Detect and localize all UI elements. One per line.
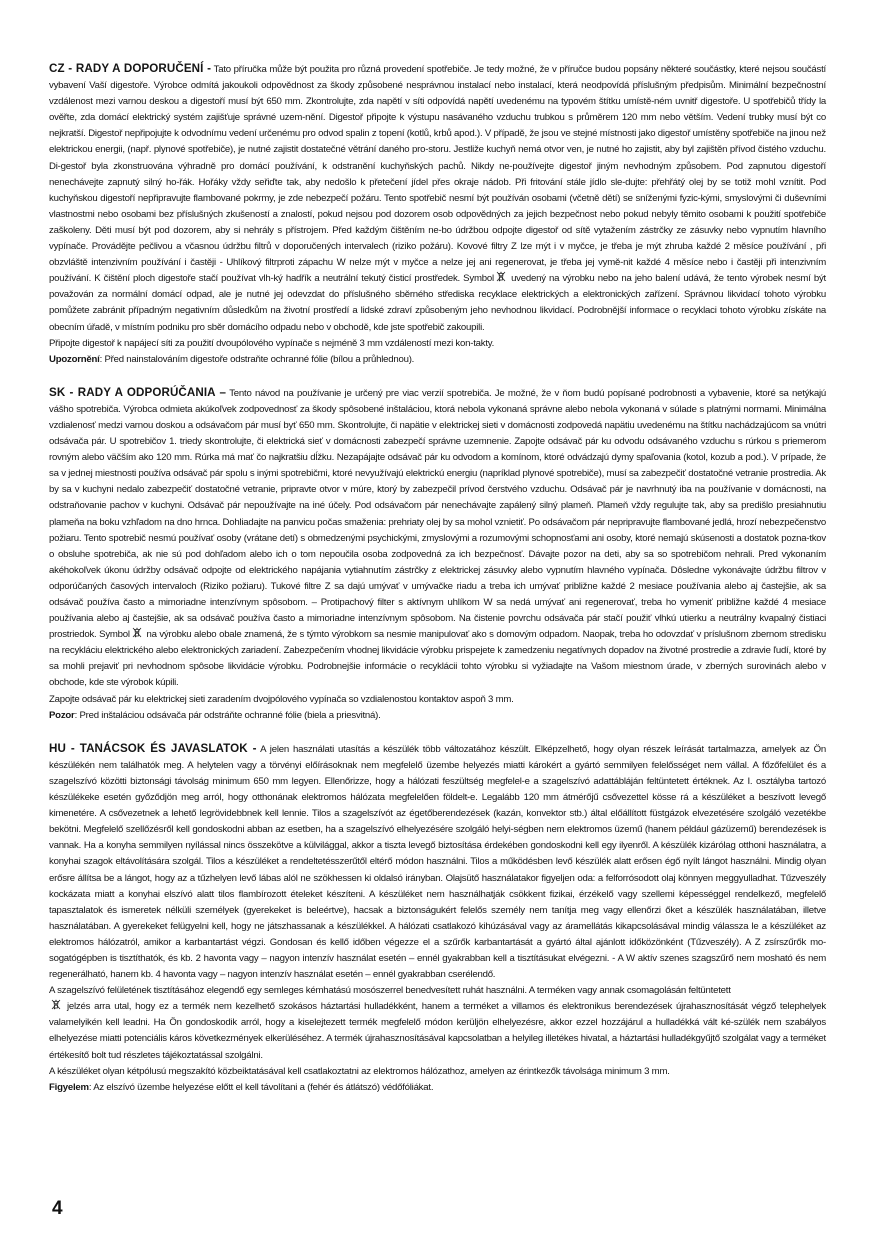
page-number: 4 — [52, 1198, 63, 1219]
hu-main-text-3: jelzés arra utal, hogy ez a termék nem kezelhető szokásos háztartási hulladékként, hanem a terméket a villamos és elektronikus berendezések újrahasznosítását végző telephelyek valamelyikén kell leadni. Ha Ön gondoskodik arról, hogy a kiselejtezett termék megfelelő módon kerüljön elhelyezésre, akkor ezzel hozzájárul a hulladékká vált ké-szülék nem szabályos elhelyezése miatti potenciális káros következmények elkerüléséhez. A termék újrahasznosításával kapcsolatban a helyileg illetékes hivatal, a háztartási hulladékgyűjtő szolgálat vagy a terméket értékesítő bolt tud részletes tájékoztatással szolgálni. — [49, 1001, 826, 1061]
cz-warning-paragraph — [49, 352, 826, 368]
sk-main-text-1: Tento návod na používanie je určený pre viac verzií spotrebiča. Je možné, že v ňom budú popísané podrobnosti a vybavenie, ktoré sa netýkajú vášho spotrebiča. Výrobca odmieta akúkoľvek zodpovednosť za škody spôsobené inštaláciou, ktorá nebola vykonaná správne alebo nebola vykonaná v súlade s platnými normami. Minimálna vzdialenosť medzi varnou doskou a odsávačom pár musí byť 650 mm. Skontrolujte, či napätie v elektrickej sieti v domácnosti zodpovedá napätiu uvedenému na štítku nachádzajúcom sa vnútri odsávača pár. U spotrebičov 1. triedy skontrolujte, či elektrická sieť v domácnosti zabezpečí správne uzemnenie. Zapojte odsávač pár ku odvodu odsávaného vzduchu s rúrkou s priemerom rovným alebo väčším ako 120 mm. Rúrka má mať čo najkratšiu dĺžku. Nezapájajte odsávač pár ku odvodom a komínom, ktoré odvádzajú dymy spaľovania (kotol, kozub a pod.). V prípade, že sa v jednej miestnosti používa odsávač pár spolu s inými spotrebičmi, ktoré nevyužívajú elektrickú energiu (napríklad plynové spotrebiče), musí sa zabezpečiť dostatočné vetranie prostredia. Ak by sa v kuchyni nedalo zabezpečiť dostatočné vetranie, pripravte otvor v múre, ktorý by zabezpečil prívod čerstvého vzduchu. Odsávač pár je navrhnutý iba na používanie v domácnosti, na odstraňovanie pachov v kuchyni. Odsávač pár nepoužívajte na iné účely. Pod odsávačom pár nenechávajte zapálený silný plameň. Plameň vždy regulujte tak, aby sa predišlo presiahnutiu plameňa na boku vzhľadom na dno hrnca. Dohliadajte na panvicu počas smaženia: prehriaty olej by sa mohol vznietiť. Po odsávačom pár nepripravujte flambované jedlá, hrozí nebezpečenstvo požiaru. Tento spotrebič nesmú používať osoby (vrátane detí) s obmedzenými psychickými, zmyslovými a rozumovými schopnosťami ani osoby, ktoré nemajú skúsenosti a dostatok pozna-tkov o obsluhe spotrebiča, ak nie sú pod dohľadom alebo ich o tom nepoučila osoba zodpovedná za ich bezpečnosť. Dávajte pozor na deti, aby sa so spotrebičom nehrali. Pred vykonaním akéhokoľvek úkonu údržby odsávač odpojte od elektrického napájania vytiahnutím zástrčky z elektrickej zásuvky alebo vypnutím hlavného vypínača. Dôsledne vykonávajte údržbu filtrov v odporúčaných časových intervaloch (Riziko požiaru). Tukové filtre Z sa dajú umývať v umývačke riadu a treba ich umývať približne každé 2 mesiace používania alebo aj častejšie, ak sa odsávač používa často a mimoriadne intenzívnym spôsobom. – Protipachový filter s aktívnym uhlíkom W sa nedá umývať ani regenerovať, treba ho vymeniť približne každé 4 mesiace používania alebo aj častejšie, ak sa odsávač používa často a mimoriadne intenzívnym spôsobom. Na čistenie povrchu odsávača pár stačí použiť vlhkú utierku a neutrálny kvapalný čistiaci prostriedok. Symbol — [49, 387, 827, 641]
hu-main-text-2: A szagelszívó felületének tisztításához elegendő egy semleges kémhatású mosószerrel benedvesített ruhát használni. A terméken vagy annak csomagolásán feltüntetett — [49, 985, 731, 997]
cz-main-text-2: uvedený na výrobku nebo na jeho balení udává, že tento výrobek nesmí být považován za normální domácí odpad, ale je nutné jej odevzdat do příslušného sběrného střediska recyklace elektrických a elektronických zařízení. Správnou likvidací tohoto výrobku pomůžete zabránit případným negativním důsledkům na životní prostředí a lidské zdraví způsobeným jeho nevhodnou likvidací. Podrobnější informace o recyklaci tohoto výrobku získáte na obecním úřadě, v místním podniku pro sběr domácího odpadu nebo v obchodě, kde jste spotřebič zakoupili. — [49, 273, 826, 333]
hu-connect-paragraph: A készüléket olyan kétpólusú megszakító közbeiktatásával kell csatlakoztatni az elektromos hálózathoz, amelyen az érintkezők távolsága minimum 3 mm. — [49, 1065, 670, 1077]
sk-main-paragraph — [49, 385, 826, 692]
sk-main-text-2: na výrobku alebo obale znamená, že s týmto výrobkom sa nesmie manipulovať ako s domovým odpadom. Naopak, treba ho odovzdať v príslušnom zbernom stredisku na recykláciu elektrického alebo elektronických zariadení. Zabezpečením vhodnej likvidácie výrobku prispejete k zamedzeniu negatívnych dopadov na životné prostredie a zdravie ľudí, ktoré by sa mohli prejaviť pri nevhodnom spôsobe likvidácie výrobku. Podrobnejšie informácie o recyklácii tohto výrobku si vyžiadajte na Vašom miestnom úrade, v zberných surovinách alebo v obchode, kde ste výrobok kúpili. — [49, 629, 826, 689]
hu-main-paragraph — [49, 741, 826, 983]
cz-heading: CZ - RADY A DOPORUČENÍ - — [49, 62, 212, 75]
hu-warning-label: Figyelem — [49, 1081, 89, 1093]
cz-warning-label: Upozornění — [49, 353, 100, 365]
section-hu — [49, 741, 826, 1096]
recycle-bin-icon — [132, 627, 142, 638]
section-sk — [49, 385, 826, 724]
section-cz — [49, 61, 826, 368]
hu-warning-text: : Az elszívó üzembe helyezése előtt el kell távolítani a (fehér és átlátszó) védőfóliákat. — [88, 1081, 434, 1093]
hu-heading: HU - TANÁCSOK ÉS JAVASLATOK - — [49, 741, 257, 755]
sk-heading: SK - RADY A ODPORÚČANIA – — [49, 385, 226, 399]
cz-main-paragraph — [49, 61, 826, 336]
sk-warning-label: Pozor — [49, 709, 75, 721]
cz-warning-text: : Před nainstalováním digestoře odstraňte ochranné fólie (bílou a průhlednou). — [99, 353, 415, 365]
recycle-bin-icon — [496, 271, 506, 282]
sk-warning-text: : Pred inštaláciou odsávača pár odstráňte ochranné fólie (biela a priesvitná). — [74, 709, 381, 721]
cz-connect-paragraph: Připojte digestoř k napájecí síti za použití dvoupólového vypínače s nejméně 3 mm vzdáleností mezi kon-takty. — [49, 337, 495, 349]
sk-warning-paragraph — [49, 708, 826, 724]
page-content — [49, 61, 826, 1096]
hu-warning-paragraph — [49, 1080, 826, 1096]
hu-main-text-1: A jelen használati utasítás a készülék több változatához készült. Elképzelhető, hogy olyan részek leírását tartalmazza, amelyek az Ön készülékén nem találhatók meg. A helytelen vagy a törvényi előírásoknak nem megfelelő üzembe helyezés miatti károkért a gyártó semmilyen felelősséget nem vállal. A főzőfelület és a szagelszívó közötti biztonsági távolság minimum 650 mm legyen. Ellenőrizze, hogy a hálózati feszültség megfelel-e a szagelszívó adattábláján feltüntetett értéknek. Az I. osztályba tartozó készülékeke esetén győződjön meg arról, hogy otthonának elektromos hálózata megfelelően földelt-e. Legalább 120 mm átmérőjű csővezettel kösse rá a készüléket a beszívott levegő kimenetére. A csővezetnek a lehető legrövidebbnek kell lennie. Tilos a szagelszívót az égetőberendezések (kazán, konvektor stb.) által előállított füstgázok elvezetésére szolgáló vezetékbe bekötni. Megfelelő szellőzésről kell gondoskodni abban az esetben, ha a szagelszívó elhelyezésére szolgáló helyi-ségben nem elektromos üzemű (hanem például gázüzemű) berendezések is vannak. Ha a konyha semmilyen nyílással nincs összekötve a külvilággal, akkor a tiszta levegő biztosítása érdekében gondoskodni kell egy ilyenről. A készülék kizárólag otthoni használatra, a konyhai szagok eltávolítására szolgál. Tilos a készüléket a rendeltetésszerűtől eltérő módon használni. Tilos a működésben levő készülék alatt erősen égő nyílt lángot használni. Mindig olyan erősre állítsa be a lángot, hogy az a tűzhelyen levő lábas alól ne szökhessen ki oldalsó irányban. Olajsütő használatakor figyeljen oda: a felforrósodott olaj könnyen meggyulladhat. Tűzveszély kockázata miatt a konyhai elszívó alatt tilos flambírozott ételeket készíteni. A készüléket nem használhatják csökkent fizikai, érzékelő vagy szellemi képességgel rendelkező, megfelelő tapasztalatok és ismeretek nélküli személyek (gyerekeket is beleértve), hacsak a biztonságukért felelős személy nem tanítja meg vagy ellenőrzi őket a készülék használatában, illetve használatában. A gyerekeket felügyelni kell, hogy ne játszhassanak a készülékkel. A hálózati csatlakozó kihúzásával vagy az áramellátás kikapcsolásával mindig válassza le a készüléket az elektromos hálózatról, amikor a karbantartást végzi. Gondosan és kellő időben végezze el a szűrők karbantartását a gyártó által ajánlott időközönként (Tűzveszély). A Z zsírszűrők mo-sogatógépben is tisztíthatók, és kb. 2 havonta vagy – nagyon intenzív használat esetén – ennél gyakrabban kell a tisztításukat elvégezni. - A W aktív szenes szagszűrő nem mosható és nem regenerálható, hanem kb. 4 havonta vagy – nagyon intenzív használat esetén – ennél gyakrabban cserélendő. — [49, 743, 826, 981]
cz-main-text-1: Tato příručka může být použita pro různá provedení spotřebiče. Je tedy možné, že v příručce budou popsány některé součástky, které nejsou součástí vybavení Vaší digestoře. Výrobce odmítá jakoukoli odpovědnost za škody způsobené nesprávnou instalací nebo instalací, která neodpovídá příslušným předpisům. Minimální bezpečnostní vzdálenost mezi varnou deskou a digestoří musí být 650 mm. Zkontrolujte, zda napětí v síti odpovídá napětí uvedenému na typovém štítku umístě-ném uvnitř digestoře. U spotřebičů třídy la ověřte, zda domácí elektrický systém zajišťuje správné uzem-nění. Digestoř připojte k výstupu nasávaného vzduchu trubkou s průměrem 120 mm nebo větším. Vedení trubky musí být co nejkratší. Digestoř nepřipojujte k odvodnímu vedení určenému pro odvod spalin z topení (kotlů, krbů apod.). V případě, že jsou ve stejné místnosti jako digestoř umístěny spotřebiče na jinou než elektrickou energii, (např. plynové spotřebiče), je nutné zajistit dostatečné větrání daného pro-storu. Jestliže kuchyň nemá otvor ven, je nutné ho zajistit, aby byl zajištěn přívod čistého vzduchu. Di-gestoř byla zkonstruována výhradně pro domácí používání, k odstranění kuchyňských pachů. Nikdy ne-používejte digestoř jiným nevhodným způsobem. Pod zapnutou digestoří nenechávejte zapnutý silný ho-řák. Hořáky vždy seřiďte tak, aby nedošlo k přetečení jídel přes okraje nádob. Při fritování stále jídlo sle-dujte: přehřátý olej by se totiž mohl vznítit. Pod kuchyňskou digestoří nepřipravujte flambované pokrmy, je zde nebezpečí požáru. Tento spotřebič nesmí být používán osobami (včetně dětí) se sníženými fyzic-kými, smyslovými či duševními vlastnostmi nebo osobami bez příslušných zkušeností a znalostí, pokud nejsou pod dozorem osob odpovědných za jejich bezpečnost nebo pokud nebyly těmito osobami k použití spotřebiče zaškoleny. Děti musí být pod dozorem, aby si nehrály s přístrojem. Před každým čištěním ne-bo údržbou odpojte digestoř od sítě vytažením zástrčky ze zásuvky nebo vypnutím hlavního vypínače. Provádějte pečlivou a včasnou údržbu filtrů v doporučených intervalech (riziko požáru). Kovové filtry Z lze mýt i v myčce, je třeba je mýt zhruba každé 2 měsíce používání , při obzvláště intenzivním používání i častěji - Uhlíkový filtrproti zápachu W nelze mýt v myčce a nelze jej ani regenerovat, je třeba jej vymě-nit každé 4 měsíce nebo i častěji při intenzivním používání. K čištění ploch digestoře stačí používat vlh-ký hadřík a neutrální tekutý čisticí prostředek. Symbol — [49, 64, 827, 285]
sk-connect-paragraph: Zapojte odsávač pár ku elektrickej sieti zaradením dvojpólového vypínača so vzdialenostou kontaktov aspoň 3 mm. — [49, 693, 514, 705]
recycle-bin-icon — [51, 999, 61, 1010]
hu-cleaning-paragraph — [49, 983, 826, 1063]
